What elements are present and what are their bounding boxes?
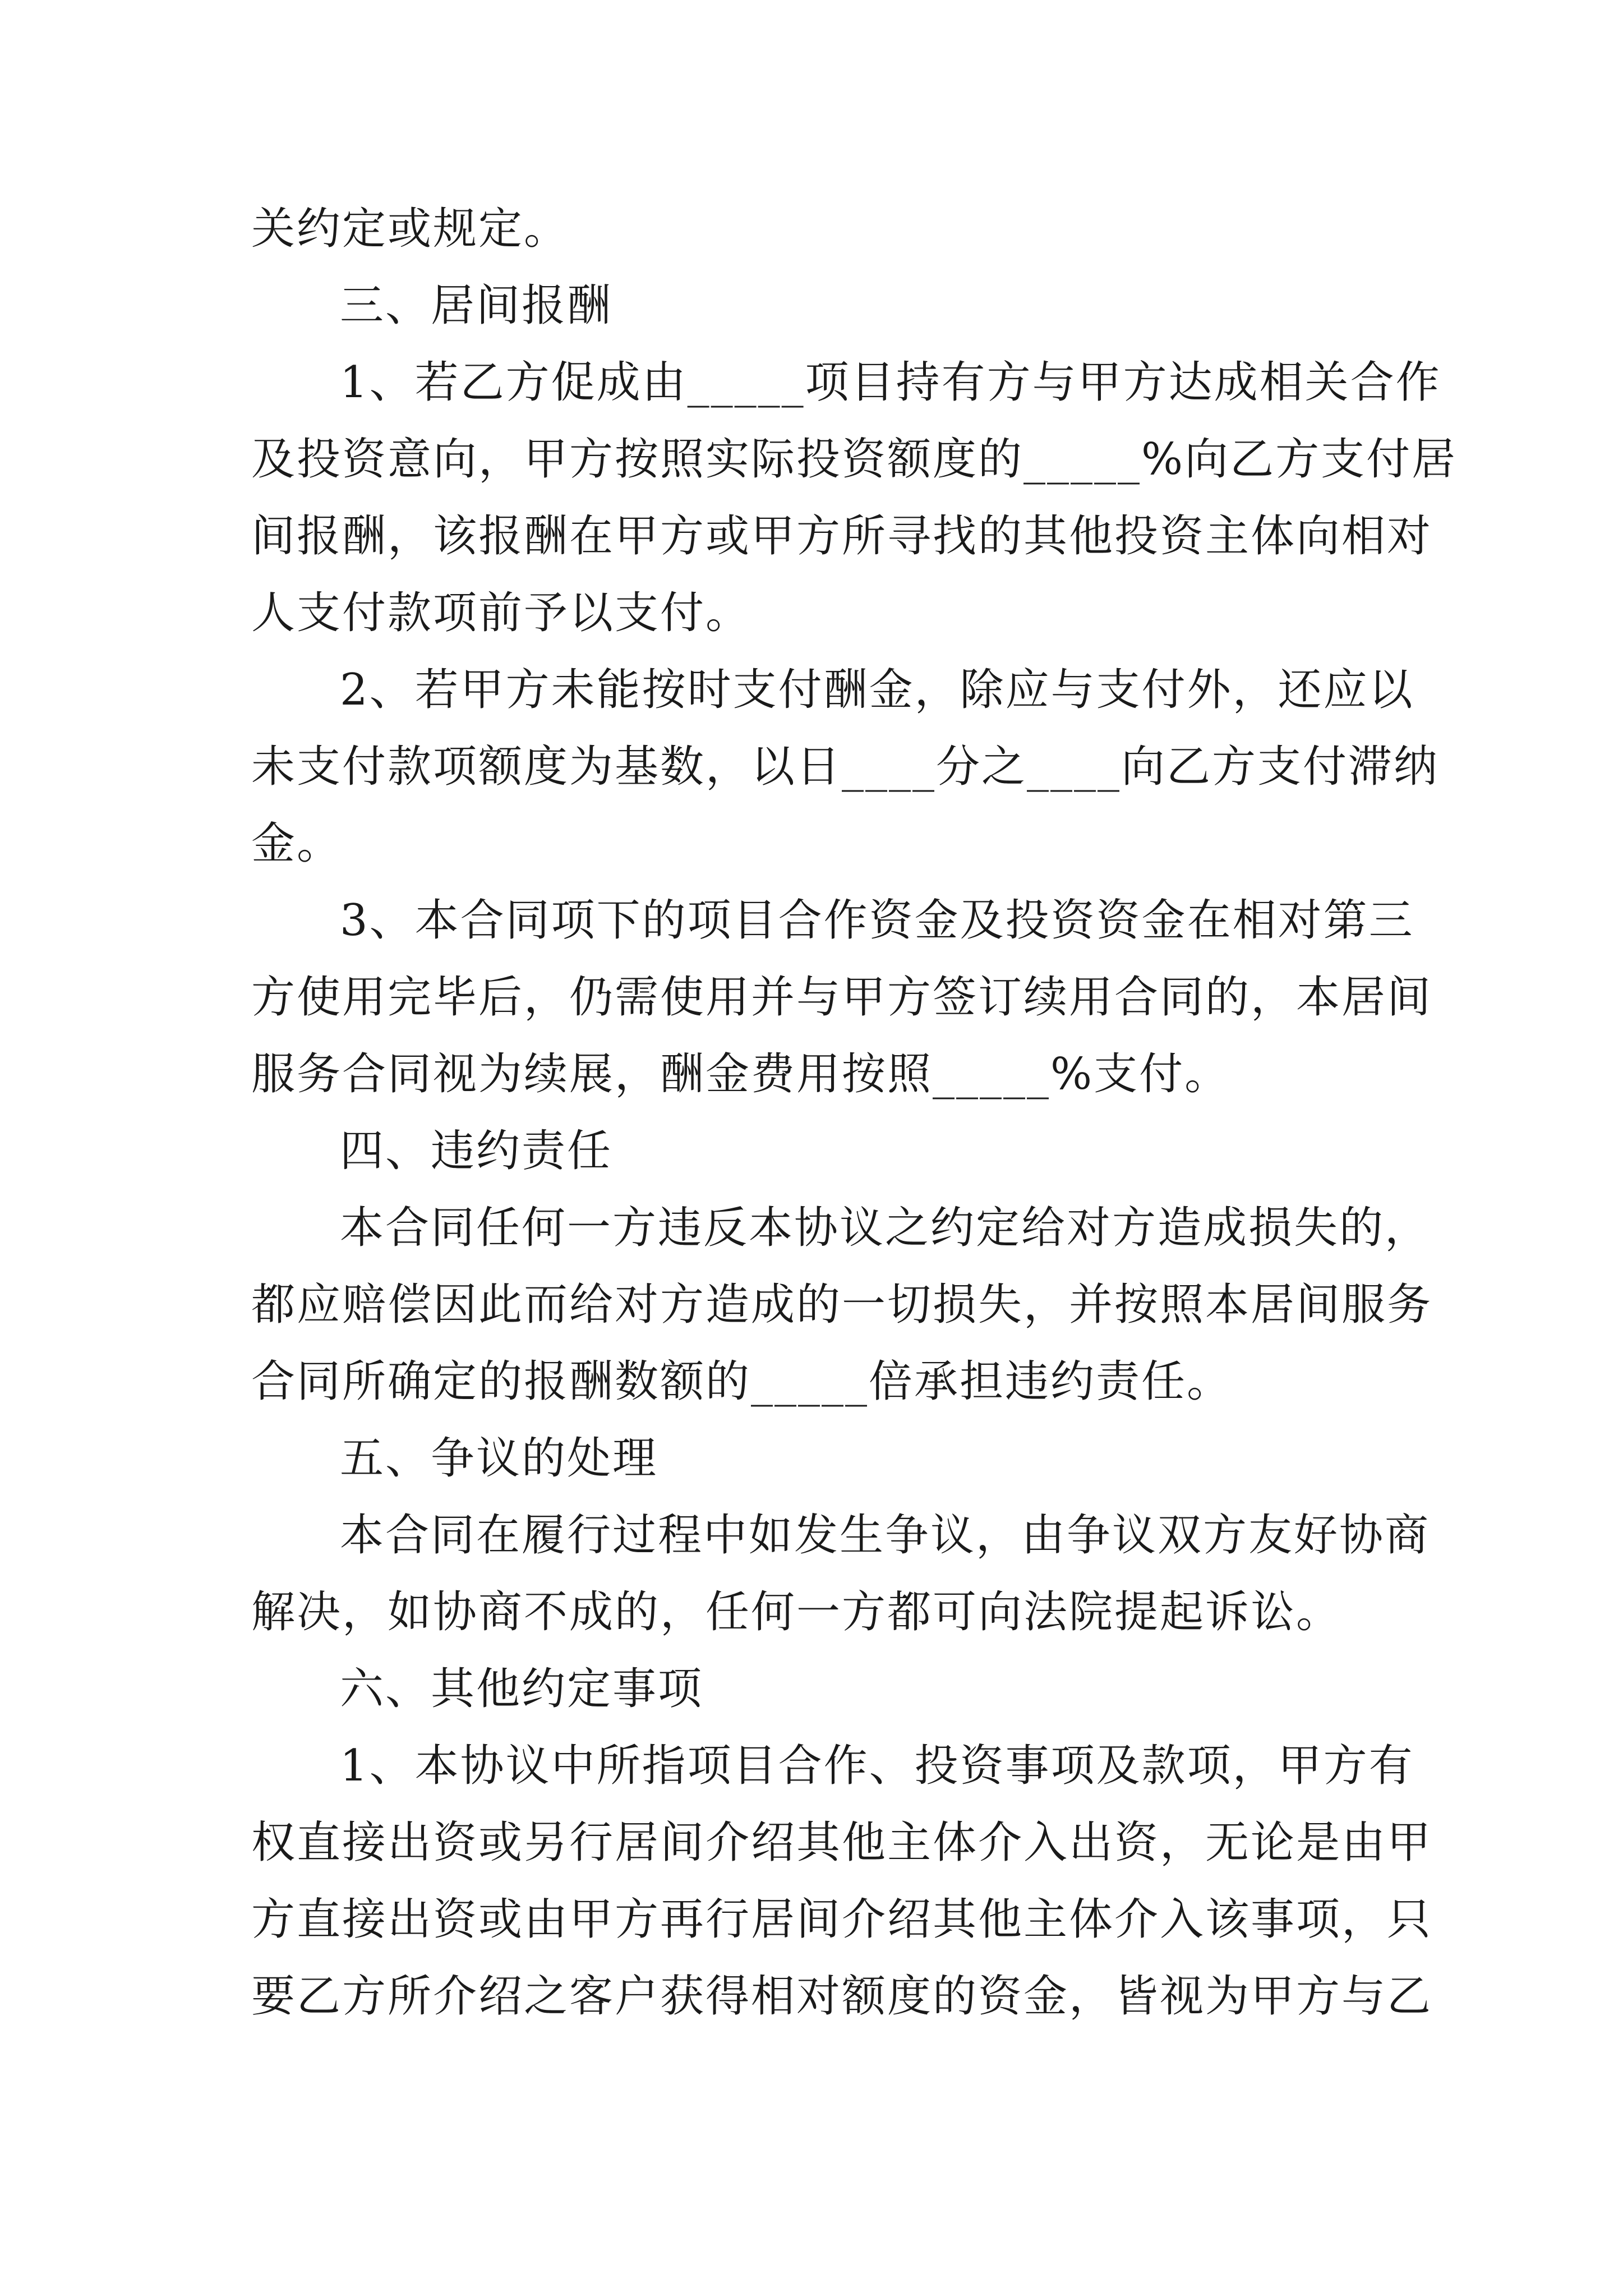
text-line: 要乙方所介绍之客户获得相对额度的资金，皆视为甲方与乙 bbox=[251, 1971, 1433, 2022]
document-body bbox=[251, 191, 1458, 2035]
text-line: 人支付款项前予以支付。 bbox=[251, 588, 751, 638]
text-line: 服务合同视为续展，酬金费用按照_____%支付。 bbox=[251, 1049, 1230, 1099]
text-line: 合同所确定的报酬数额的_____倍承担违约责任。 bbox=[251, 1356, 1233, 1407]
section-heading: 三、居间报酬 bbox=[340, 280, 613, 331]
text-line: 本合同在履行过程中如发生争议，由争议双方友好协商 bbox=[340, 1510, 1431, 1561]
text-line: 方使用完毕后，仍需使用并与甲方签订续用合同的，本居间 bbox=[251, 972, 1433, 1023]
text-line: 都应赔偿因此而给对方造成的一切损失，并按照本居间服务 bbox=[251, 1280, 1433, 1330]
text-line: 权直接出资或另行居间介绍其他主体介入出资，无论是由甲 bbox=[251, 1818, 1433, 1868]
text-line: 关约定或规定。 bbox=[251, 204, 570, 254]
text-line: 方直接出资或由甲方再行居间介绍其他主体介入该事项，只 bbox=[251, 1894, 1433, 1945]
text-line: 1、本协议中所指项目合作、投资事项及款项，甲方有 bbox=[340, 1741, 1414, 1791]
text-line: 2、若甲方未能按时支付酬金，除应与支付外，还应以 bbox=[340, 665, 1414, 715]
text-line: 1、若乙方促成由_____项目持有方与甲方达成相关合作 bbox=[340, 357, 1441, 408]
text-line: 未支付款项额度为基数，以日____分之____向乙方支付滞纳 bbox=[251, 742, 1440, 792]
text-line: 金。 bbox=[251, 818, 343, 869]
section-heading: 五、争议的处理 bbox=[340, 1433, 658, 1484]
text-line: 及投资意向，甲方按照实际投资额度的_____%向乙方支付居 bbox=[251, 434, 1458, 485]
section-heading: 六、其他约定事项 bbox=[340, 1664, 704, 1714]
text-line: 解决，如协商不成的，任何一方都可向法院提起诉讼。 bbox=[251, 1587, 1342, 1637]
section-heading: 四、违约责任 bbox=[340, 1126, 613, 1176]
text-line: 本合同任何一方违反本协议之约定给对方造成损失的， bbox=[340, 1203, 1431, 1253]
text-line: 间报酬，该报酬在甲方或甲方所寻找的其他投资主体向相对 bbox=[251, 511, 1433, 562]
text-line: 3、本合同项下的项目合作资金及投资资金在相对第三 bbox=[340, 895, 1414, 946]
